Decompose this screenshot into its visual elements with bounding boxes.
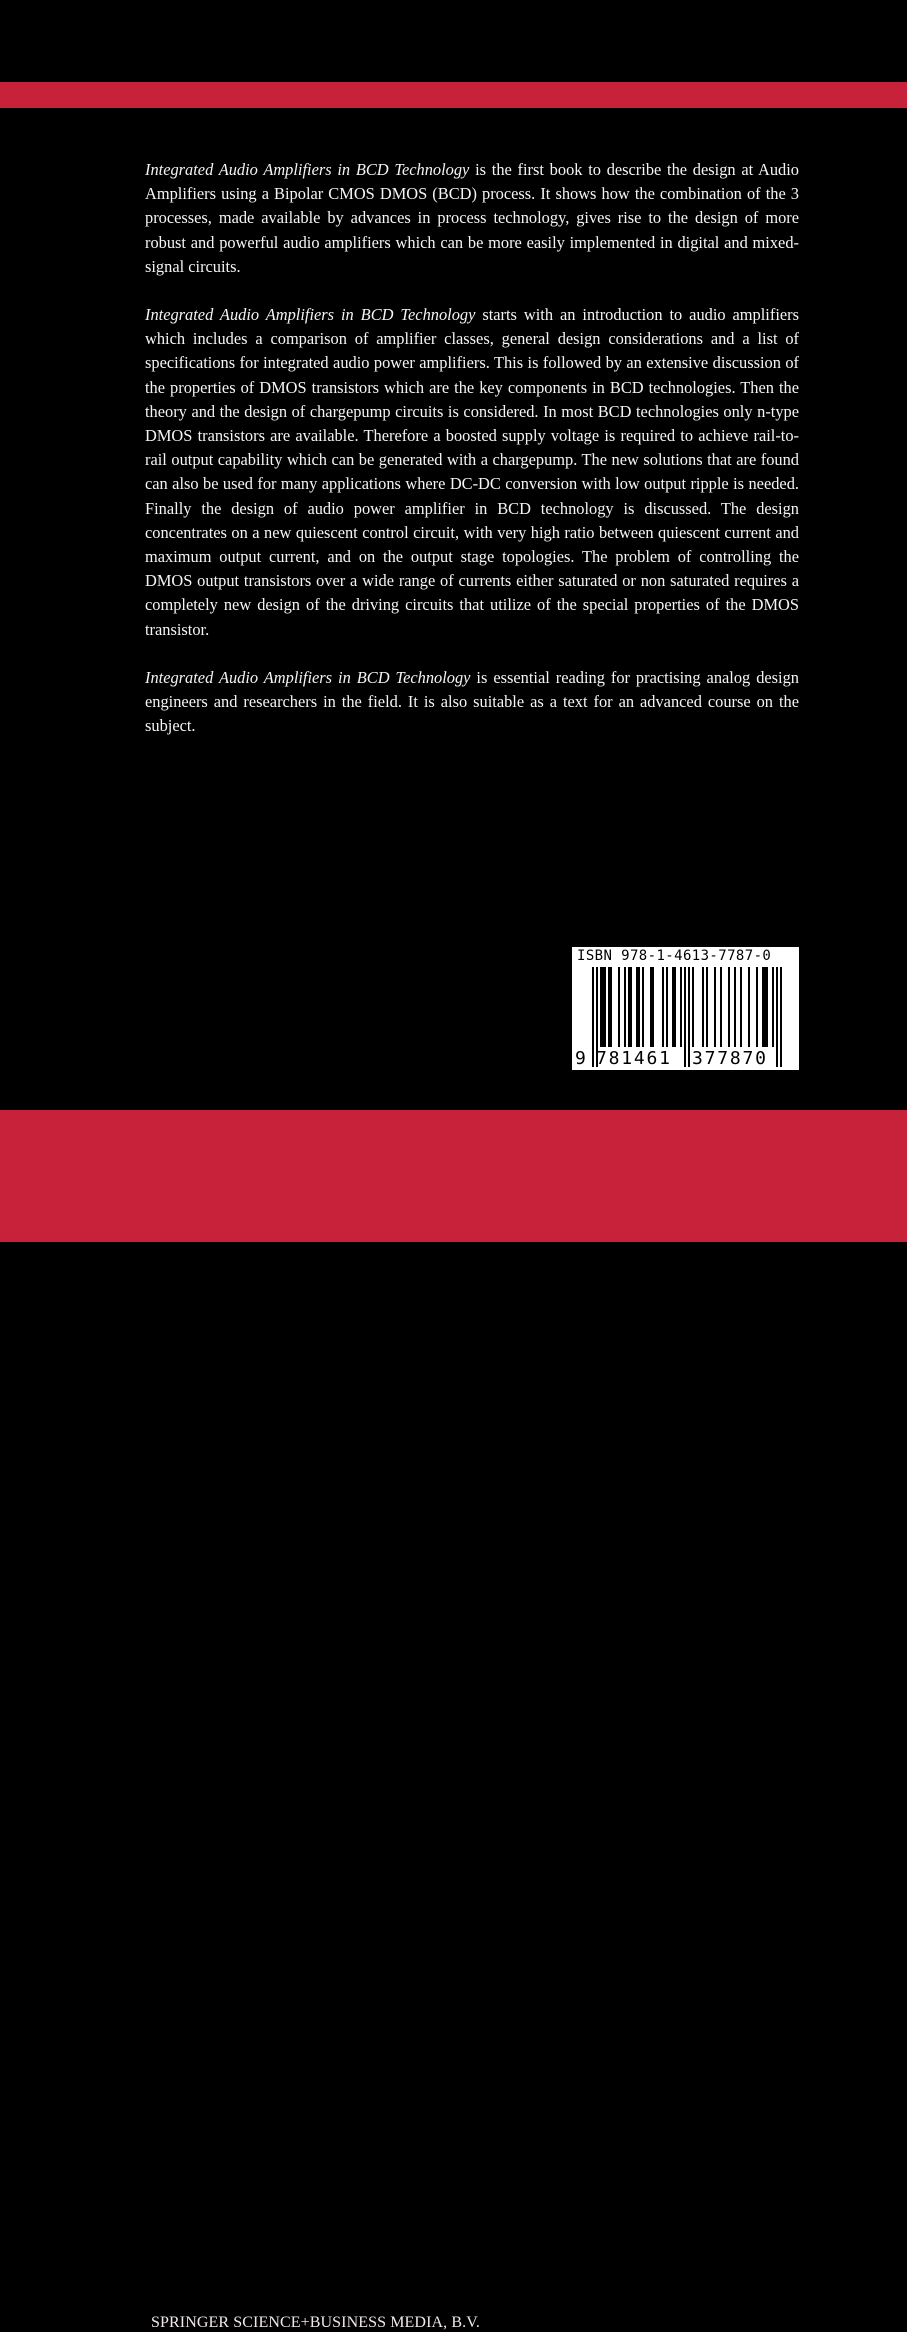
barcode-bar <box>706 967 708 1047</box>
barcode-bar <box>766 967 768 1047</box>
barcode-bar <box>636 967 638 1047</box>
book-title-italic: Integrated Audio Amplifiers in BCD Technology <box>145 305 476 325</box>
barcode-bar <box>680 967 682 1047</box>
barcode-bar <box>666 967 668 1047</box>
book-title-italic: Integrated Audio Amplifiers in BCD Technology <box>145 667 471 687</box>
bottom-red-band <box>0 1110 907 2331</box>
barcode-bar <box>602 967 604 1047</box>
barcode-bar <box>628 967 630 1047</box>
barcode-bar <box>728 967 730 1047</box>
isbn-barcode <box>572 947 799 1070</box>
barcode-bar <box>604 967 606 1047</box>
barcode-bar <box>714 967 716 1047</box>
barcode-bar <box>652 967 654 1047</box>
ean-first-digit: 9 <box>575 1048 586 1069</box>
barcode-bar <box>672 967 674 1047</box>
barcode-bar <box>624 967 626 1047</box>
barcode-bar <box>688 967 690 1067</box>
barcode-bar <box>720 967 722 1047</box>
isbn-label: ISBN 978-1-4613-7787-0 <box>577 948 772 964</box>
barcode-bar <box>662 967 664 1047</box>
barcode-bar <box>618 967 620 1047</box>
barcode-bar <box>610 967 612 1047</box>
blurb-paragraph-2 <box>145 303 799 642</box>
barcode-bar <box>592 967 594 1067</box>
top-red-band <box>0 82 907 108</box>
ean-right-digits: 377870 <box>692 1048 768 1069</box>
publisher-name: SPRINGER SCIENCE+BUSINESS MEDIA, B.V. <box>151 2314 480 2331</box>
barcode-bar <box>642 967 644 1047</box>
blurb-paragraph-3 <box>145 666 799 739</box>
barcode-bar <box>608 967 610 1047</box>
barcode-bar <box>764 967 766 1047</box>
barcode-bar <box>600 967 602 1047</box>
barcode-bar <box>692 967 694 1047</box>
barcode-bar <box>756 967 758 1047</box>
blurb-paragraph-text: is the first book to describe the design at Audio Amplifiers using a Bipolar CMOS DMOS (BCD) process. It shows how the combination of the 3 processes, made available by advances in process technology, gives rise to the design of more robust and powerful audio amplifiers which can be more easily implemented in digital and mixed-signal circuits. <box>145 160 799 276</box>
barcode-bar <box>702 967 704 1047</box>
barcode-bar <box>762 967 764 1047</box>
barcode-bar <box>630 967 632 1047</box>
blurb-paragraph-text: starts with an introduction to audio amplifiers which includes a comparison of amplifier classes, general design considerations and a list of specifications for integrated audio power amplifiers. This is followed by an extensive discussion of the properties of DMOS transistors which are the key components in BCD technologies. Then the theory and the design of chargepump circuits is considered. In most BCD technologies only n-type DMOS transistors are available. Therefore a boosted supply voltage is required to achieve rail-to-rail output capability which can be generated with a chargepump. The new solutions that are found can also be used for many applications where DC-DC conversion with low output ripple is needed. Finally the design of audio power amplifier in BCD technology is discussed. The design concentrates on a new quiescent control circuit, with very high ratio between quiescent current and maximum output current, and on the output stage topologies. The problem of controlling the DMOS output transistors over a wide range of currents either saturated or non saturated requires a completely new design of the driving circuits that utilize of the special properties of the DMOS transistor. <box>145 305 799 639</box>
barcode-bar <box>734 967 736 1047</box>
barcode-bar <box>748 967 750 1047</box>
barcode-bar <box>674 967 676 1047</box>
barcode-bar <box>650 967 652 1047</box>
book-title-italic: Integrated Audio Amplifiers in BCD Technology <box>145 160 470 179</box>
blurb-paragraph-text: is essential reading for practising analog design engineers and researchers in the field. It is also suitable as a text for an advanced course on the subject. <box>145 667 799 736</box>
barcode-bar <box>772 967 774 1047</box>
barcode-bar <box>638 967 640 1047</box>
barcode-bar <box>740 967 742 1047</box>
back-cover-blurb <box>145 158 799 762</box>
blurb-paragraph-1 <box>145 158 799 279</box>
ean-left-digits: 781461 <box>596 1048 672 1069</box>
